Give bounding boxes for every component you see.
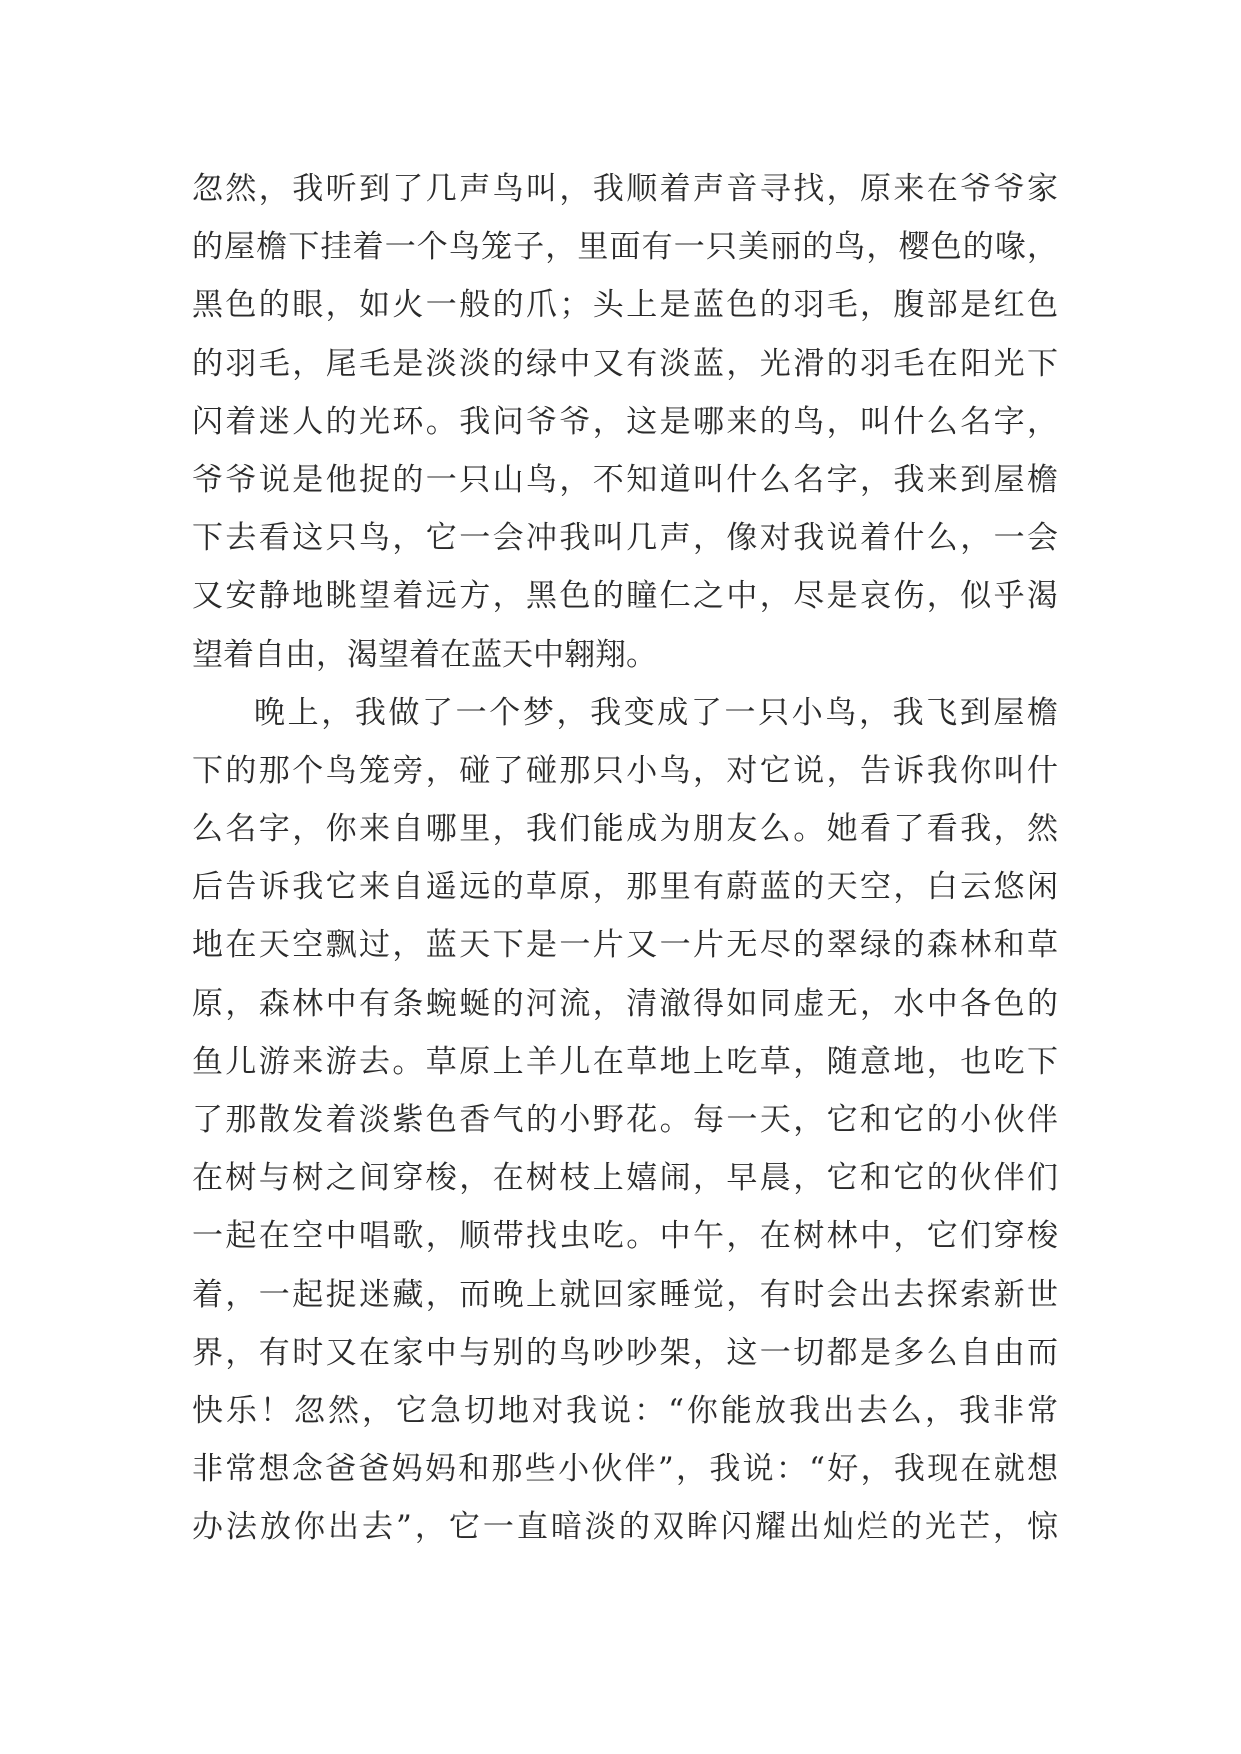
text-line: 着，一起捉迷藏，而晚上就回家睡觉，有时会出去探索新世 bbox=[192, 1276, 1058, 1313]
text-line: 的羽毛，尾毛是淡淡的绿中又有淡蓝，光滑的羽毛在阳光下 bbox=[192, 345, 1058, 382]
text-line: 鱼儿游来游去。草原上羊儿在草地上吃草，随意地，也吃下 bbox=[192, 1043, 1058, 1080]
text-line: 黑色的眼，如火一般的爪；头上是蓝色的羽毛，腹部是红色 bbox=[192, 287, 1058, 324]
text-line: 了那散发着淡紫色香气的小野花。每一天，它和它的小伙伴 bbox=[192, 1102, 1058, 1138]
text-line: 忽然，我听到了几声鸟叫，我顺着声音寻找，原来在爷爷家 bbox=[192, 171, 1058, 207]
body-text bbox=[192, 160, 1058, 1557]
text-line: 快乐！忽然，它急切地对我说：“你能放我出去么，我非常 bbox=[192, 1392, 1058, 1429]
paragraph-first-line: 晚上，我做了一个梦，我变成了一只小鸟，我飞到屋檐 bbox=[254, 694, 1058, 731]
text-line: 爷爷说是他捉的一只山鸟，不知道叫什么名字，我来到屋檐 bbox=[192, 461, 1058, 498]
text-line: 非常想念爸爸妈妈和那些小伙伴”，我说：“好，我现在就想 bbox=[192, 1451, 1058, 1488]
text-line: 界，有时又在家中与别的鸟吵吵架，这一切都是多么自由而 bbox=[192, 1334, 1058, 1371]
text-line: 后告诉我它来自遥远的草原，那里有蔚蓝的天空，白云悠闲 bbox=[192, 869, 1058, 906]
text-line: 原，森林中有条蜿蜒的河流，清澈得如同虚无，水中各色的 bbox=[192, 985, 1058, 1022]
text-line: 在树与树之间穿梭，在树枝上嬉闹，早晨，它和它的伙伴们 bbox=[192, 1160, 1058, 1197]
text-line: 望着自由，渴望着在蓝天中翱翔。 bbox=[192, 636, 657, 673]
text-line: 的屋檐下挂着一个鸟笼子，里面有一只美丽的鸟，樱色的喙， bbox=[192, 229, 1058, 266]
text-line: 又安静地眺望着远方，黑色的瞳仁之中，尽是哀伤，似乎渴 bbox=[192, 578, 1058, 615]
text-line: 么名字，你来自哪里，我们能成为朋友么。她看了看我，然 bbox=[192, 811, 1058, 848]
text-line: 地在天空飘过，蓝天下是一片又一片无尽的翠绿的森林和草 bbox=[192, 927, 1058, 964]
text-line: 闪着迷人的光环。我问爷爷，这是哪来的鸟，叫什么名字， bbox=[192, 403, 1058, 440]
text-line: 下去看这只鸟，它一会冲我叫几声，像对我说着什么，一会 bbox=[192, 520, 1058, 557]
text-line: 办法放你出去”，它一直暗淡的双眸闪耀出灿烂的光芒，惊 bbox=[192, 1509, 1058, 1546]
text-line: 下的那个鸟笼旁，碰了碰那只小鸟，对它说，告诉我你叫什 bbox=[192, 752, 1058, 789]
text-line: 一起在空中唱歌，顺带找虫吃。中午，在树林中，它们穿梭 bbox=[192, 1218, 1058, 1255]
